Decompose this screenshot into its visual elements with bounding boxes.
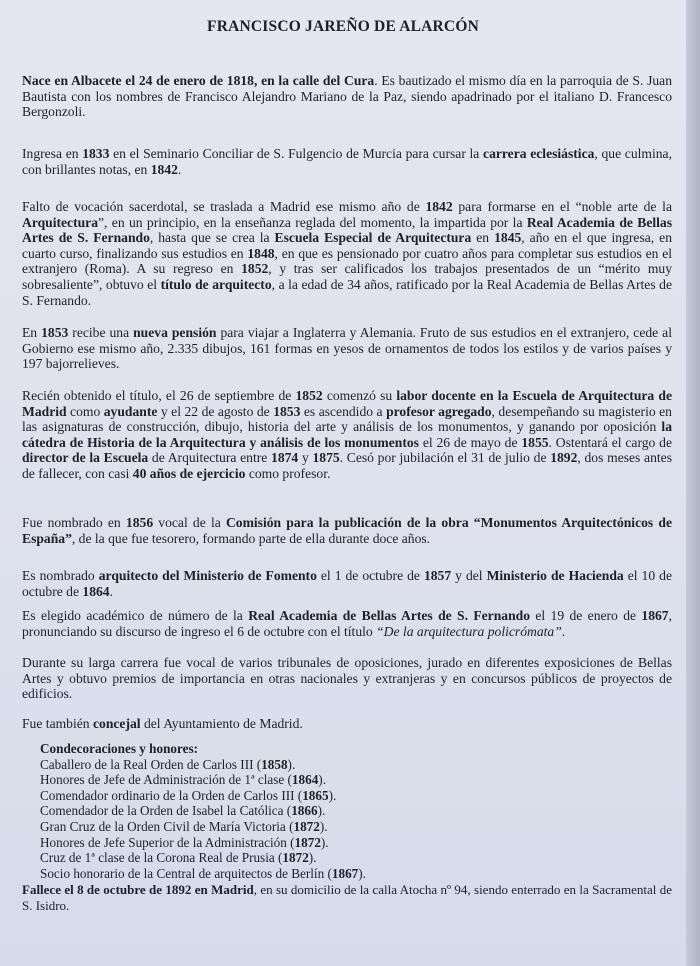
honors-heading: Condecoraciones y honores: — [40, 741, 198, 756]
honor-item: Honores de Jefe de Administración de 1ª clase (1864). — [40, 772, 326, 788]
paragraph-ministries: Es nombrado arquitecto del Ministerio de Fomento el 1 de octubre de 1857 y del Ministerio de Hacienda el 10 de octubre de 1864. — [22, 568, 672, 599]
honor-item: Cruz de 1ª clase de la Corona Real de Prusia (1872). — [40, 850, 317, 866]
paragraph-career: Durante su larga carrera fue vocal de varios tribunales de oposiciones, jurado en diferentes exposiciones de Bellas Artes y obtuvo premios de importancia en otras nacionales y extranjeras y en concursos públicos de proyectos de edificios. — [22, 655, 672, 702]
honor-item: Comendador ordinario de la Orden de Carlos III (1865). — [40, 787, 337, 803]
honor-item: Gran Cruz de la Orden Civil de María Victoria (1872). — [40, 818, 328, 834]
honor-item: Socio honorario de la Central de arquitectos de Berlín (1867). — [40, 865, 366, 881]
paragraph-pension: En 1853 recibe una nueva pensión para viajar a Inglaterra y Alemania. Fruto de sus estudios en el extranjero, cede al Gobierno ese mismo año, 2.335 dibujos, 161 formas en yesos de ornamentos de todos los estilos y de varios países y 197 bajorrelieves. — [22, 325, 672, 372]
honor-item: Honores de Jefe Superior de la Administración (1872). — [40, 834, 329, 850]
paragraph-academy: Es elegido académico de número de la Real Academia de Bellas Artes de S. Fernando el 19 de enero de 1867, pronunciando su discurso de ingreso el 6 de octubre con el título “De la arquitectura policrómata”. — [22, 608, 672, 639]
honors-list — [40, 741, 640, 881]
honor-item: Comendador de la Orden de Isabel la Católica (1866). — [40, 803, 326, 819]
paragraph-commission: Fue nombrado en 1856 vocal de la Comisión para la publicación de la obra “Monumentos Arquitectónicos de España”, de la que fue tesorero, formando parte de ella durante doce años. — [22, 515, 672, 546]
paragraph-council: Fue también concejal del Ayuntamiento de Madrid. — [22, 716, 303, 731]
paragraph-seminary: Ingresa en 1833 en el Seminario Conciliar de S. Fulgencio de Murcia para cursar la carrera eclesiástica, que culmina, con brillantes notas, en 1842. — [22, 146, 672, 177]
document-title: FRANCISCO JAREÑO DE ALARCÓN — [207, 18, 479, 35]
honor-item: Caballero de la Real Orden de Carlos III (1858). — [40, 756, 296, 772]
paragraph-architecture-studies: Falto de vocación sacerdotal, se traslada a Madrid ese mismo año de 1842 para formarse en el “noble arte de la Arquitectura”, en un principio, en la enseñanza reglada del momento, la impartida por la Real Academia de Bellas Artes de S. Fernando, hasta que se crea la Escuela Especial de Arquitectura en 1845, año en el que ingresa, en cuarto curso, finalizando sus estudios en 1848, en que es pensionado por cuatro años para completar sus estudios en el extranjero (Roma). A su regreso en 1852, y tras ser calificados los trabajos presentados de un “mérito muy sobresaliente”, obtuvo el título de arquitecto, a la edad de 34 años, ratificado por la Real Academia de Bellas Artes de S. Fernando. — [22, 199, 673, 308]
paragraph-teaching: Recién obtenido el título, el 26 de septiembre de 1852 comenzó su labor docente en la Escuela de Arquitectura de Madrid como ayudante y el 22 de agosto de 1853 es ascendido a profesor agregado, desempeñando su magisterio en las asignaturas de construcción, dibujo, historia del arte y análisis de los monumentos, y ganando por oposición la cátedra de Historia de la Arquitectura y análisis de los monumentos el 26 de mayo de 1855. Ostentará el cargo de director de la Escuela de Arquitectura entre 1874 y 1875. Cesó por jubilación el 31 de julio de 1892, dos meses antes de fallecer, con casi 40 años de ejercicio como profesor. — [22, 388, 672, 481]
paragraph-birth: Nace en Albacete el 24 de enero de 1818, en la calle del Cura. Es bautizado el mismo día en la parroquia de S. Juan Bautista con los nombres de Francisco Alejandro Mariano de la Paz, siendo apadrinado por el italiano D. Francesco Bergonzoli. — [22, 73, 672, 120]
page-edge-shadow — [686, 0, 700, 966]
paragraph-death: Fallece el 8 de octubre de 1892 en Madrid, en su domicilio de la calla Atocha nº 94, siendo enterrado en la Sacramental de S. Isidro. — [22, 882, 672, 913]
